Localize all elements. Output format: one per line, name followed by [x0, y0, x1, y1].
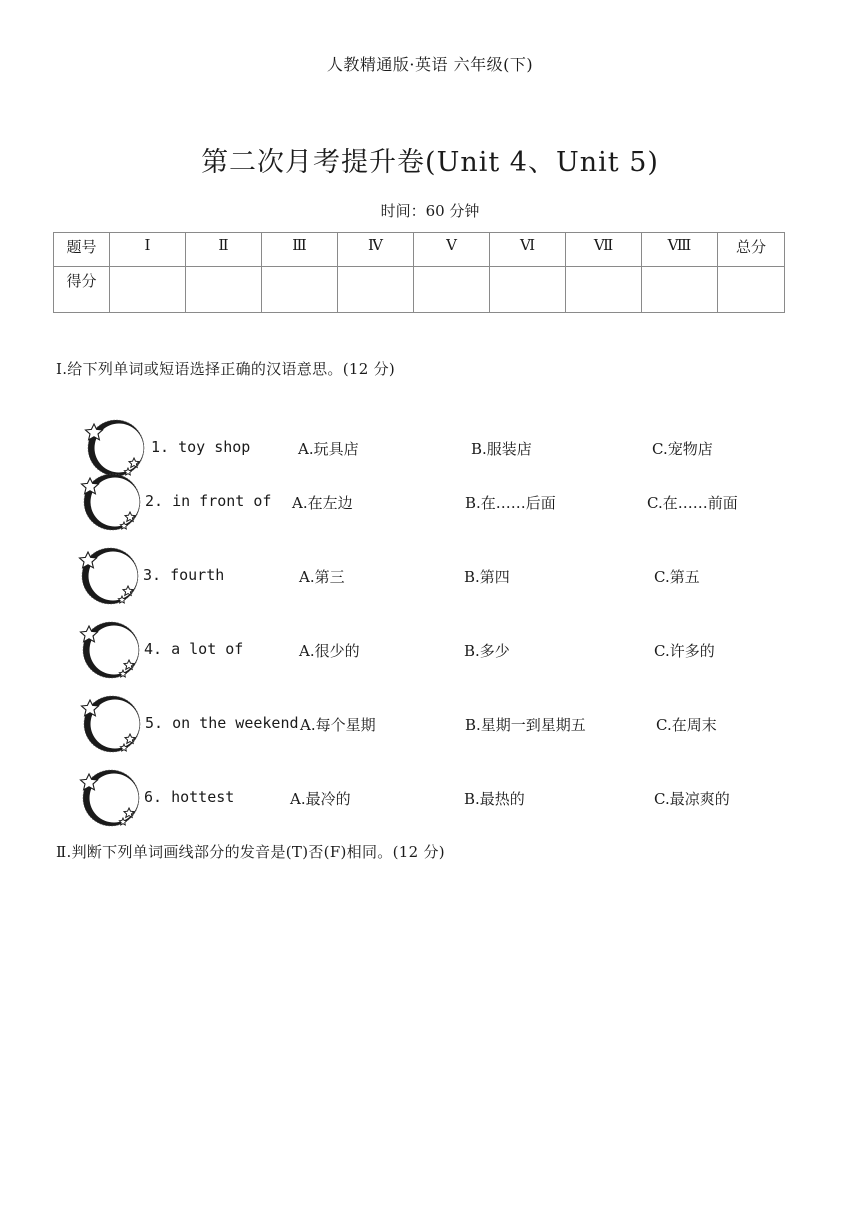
option-a: A.玩具店 — [298, 440, 359, 458]
score-col-7: Ⅶ — [566, 233, 642, 267]
question-item — [0, 694, 860, 754]
question-text: 5. on the weekend — [145, 714, 299, 732]
score-cell — [110, 267, 186, 313]
score-col-5: Ⅴ — [414, 233, 490, 267]
option-a: A.很少的 — [299, 642, 360, 660]
question-text: 6. hottest — [144, 788, 235, 806]
option-b: B.最热的 — [464, 790, 525, 808]
option-c: C.第五 — [654, 568, 700, 586]
option-c: C.在周末 — [656, 716, 717, 734]
option-a: A.每个星期 — [300, 716, 376, 734]
section-2-heading: Ⅱ.判断下列单词画线部分的发音是(T)否(F)相同。(12 分) — [56, 843, 445, 861]
score-table — [53, 232, 785, 313]
score-col-1: Ⅰ — [110, 233, 186, 267]
score-cell — [186, 267, 262, 313]
option-a: A.在左边 — [292, 494, 353, 512]
question-text: 3. fourth — [143, 566, 225, 584]
option-a: A.最冷的 — [290, 790, 351, 808]
option-b: B.服装店 — [471, 440, 532, 458]
score-table-row-label: 题号 — [54, 233, 110, 267]
question-item — [0, 768, 860, 828]
page-header: 人教精通版·英语 六年级(下) — [326, 55, 534, 74]
question-text: 2. in front of — [145, 492, 272, 510]
option-b: B.第四 — [464, 568, 510, 586]
moon-star-icon — [82, 418, 148, 478]
section-1-heading: Ⅰ.给下列单词或短语选择正确的汉语意思。(12 分) — [56, 360, 396, 378]
score-col-total: 总分 — [718, 233, 785, 267]
score-table-score-row — [54, 267, 785, 313]
score-col-3: Ⅲ — [262, 233, 338, 267]
question-item — [0, 472, 860, 532]
score-cell — [718, 267, 785, 313]
question-text: 4. a lot of — [144, 640, 244, 658]
page-title: 第二次月考提升卷(Unit 4、Unit 5) — [201, 147, 659, 178]
option-a: A.第三 — [299, 568, 345, 586]
score-cell — [566, 267, 642, 313]
option-c: C.许多的 — [654, 642, 715, 660]
moon-star-icon — [77, 620, 143, 680]
time-limit: 时间：60 分钟 — [380, 202, 480, 220]
option-c: C.最凉爽的 — [654, 790, 730, 808]
score-col-4: Ⅳ — [338, 233, 414, 267]
moon-star-icon — [78, 694, 144, 754]
score-cell — [414, 267, 490, 313]
score-cell — [338, 267, 414, 313]
option-b: B.多少 — [464, 642, 510, 660]
question-text: 1. toy shop — [151, 438, 251, 456]
moon-star-icon — [78, 472, 144, 532]
question-item — [0, 418, 860, 478]
score-cell — [642, 267, 718, 313]
question-item — [0, 620, 860, 680]
option-b: B.在……后面 — [465, 494, 556, 512]
score-table-header-row — [54, 233, 785, 267]
moon-star-icon — [77, 768, 143, 828]
score-cell — [490, 267, 566, 313]
moon-star-icon — [76, 546, 142, 606]
score-col-2: Ⅱ — [186, 233, 262, 267]
score-cell — [262, 267, 338, 313]
score-col-6: Ⅵ — [490, 233, 566, 267]
option-c: C.在……前面 — [647, 494, 738, 512]
option-c: C.宠物店 — [652, 440, 713, 458]
score-table-score-label: 得分 — [54, 267, 110, 313]
question-item — [0, 546, 860, 606]
option-b: B.星期一到星期五 — [465, 716, 586, 734]
score-col-8: Ⅷ — [642, 233, 718, 267]
